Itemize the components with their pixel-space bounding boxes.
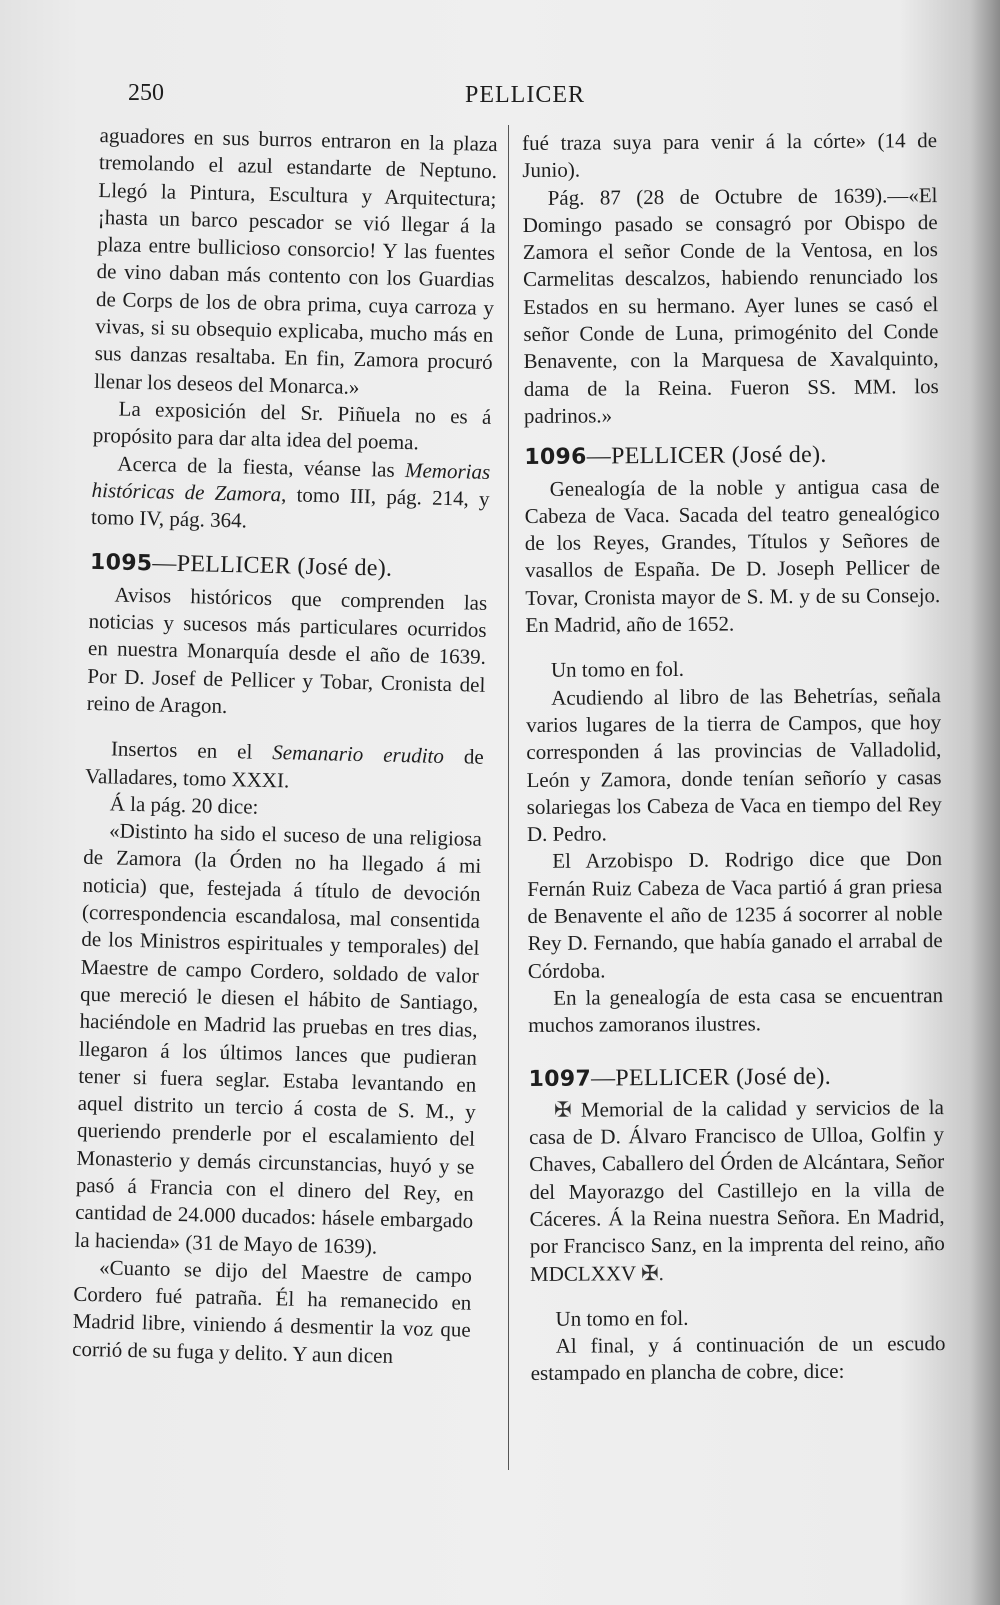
entry-heading-text: —PELLICER (José de). xyxy=(586,442,827,470)
entry-number: 1096 xyxy=(524,444,587,471)
entry-heading-1096 xyxy=(524,441,939,471)
entry-number: 1095 xyxy=(89,550,153,577)
entry-heading-text: —PELLICER (José de). xyxy=(152,550,393,583)
right-column xyxy=(522,127,946,1388)
cross-end-icon: ✠. xyxy=(640,1260,664,1285)
format-1096: Un tomo en fol. xyxy=(550,657,685,683)
memorial-title-text: Memorial de la calidad y servicios de la casa de D. Álvaro Francisco de Ulloa, Golfin y Chaves, Caballero del Órden de Alcántara, Señor del Mayorazgo del Castillejo en la villa de Cáceres. Á la Reina nuestra Señora. En Madrid, por Francisco Sanz, en la imprenta del reino, año MDCLXXV xyxy=(528,1094,945,1286)
entry-heading-text: —PELLICER (José de). xyxy=(590,1063,832,1092)
entry-title-1096: Genealogía de la noble y antigua casa de Cabeza de Vaca. Sacada del teatro genealógico de los Reyes, Grandes, Títulos y Señores de vasallos de España. De D. Joseph Pellicer de Tovar, Cronista mayor de S. M. y de su Consejo. En Madrid, año de 1652. xyxy=(524,473,941,638)
pag-87-paragraph: Pág. 87 (28 de Octubre de 1639).—«El Domingo pasado se consagró por Obispo de Zamora el señor Conde de la Ventosa, en los Carmelitas descalzos, habiendo renunciado los Estados en su hermano. Ayer lunes se casó el señor Conde de Luna, primogénito del Conde Benavente, con la Marquesa de Xavalquinto, dama de la Reina. Fueron SS. MM. los padrinos.» xyxy=(522,182,939,428)
acerca-text-pre: Acerca de la fiesta, véanse las xyxy=(117,451,406,482)
acerca-text-italic: Memorias históricas de Zamora xyxy=(91,457,491,507)
insertos-text-post: de Valladares, tomo XXXI. xyxy=(84,744,484,792)
left-column xyxy=(72,122,498,1372)
escudo-paragraph: Al final, y á continuación de un escudo estampado en plancha de cobre, dice: xyxy=(530,1331,946,1386)
page-header xyxy=(120,78,940,118)
entry-title-1097 xyxy=(529,1094,945,1288)
genealogia-paragraph: En la genealogía de esta casa se encuentran muchos zamoranos ilustres. xyxy=(528,982,944,1038)
page-number: 250 xyxy=(128,80,164,106)
quote-paragraph-1: «Distinto ha sido el suceso de una religiosa de Zamora (la Órden no ha llegado á mi noticia) que, festejada á título de devoción (correspondencia escandalosa, mal consentida de los Ministros espirituales y temporales) del Maestre de campo Cordero, soldado de valor que mereció le diesen el hábito de Santiago, haciéndole en Madrid las pruebas en tres dias, llegaron á los últimos lances que pudieran tener si fuera seglar. Estaba levantando en aquel distrito un tercio á costa de S. M., y queriendo prenderle por el escalamiento del Monasterio y demás circunstancias, huyó y se pasó á Francia con el dinero del Rey, en cantidad de 24.000 ducados: hásele embargado la hacienda» (31 de Mayo de 1639). xyxy=(74,818,483,1259)
entry-heading-1097 xyxy=(529,1063,944,1093)
acerca-text-post: , tomo III, pág. 214, y tomo IV, pág. 364. xyxy=(90,482,490,533)
exposicion-paragraph: La exposición del Sr. Piñuela no es á propósito para dar alta idea del poema. xyxy=(92,396,492,455)
column-divider xyxy=(508,125,509,1470)
insertos-text-pre: Insertos en el xyxy=(110,736,273,765)
acerca-paragraph xyxy=(91,449,491,540)
pag-paragraph: Á la pág. 20 dice: xyxy=(109,791,259,819)
right-continuation-paragraph: fué traza suya para venir á la córte» (14 de Junio). xyxy=(522,128,938,183)
arzobispo-paragraph: El Arzobispo D. Rodrigo dice que Don Fernán Ruiz Cabeza de Vaca partió á gran priesa de Benavente el año de 1235 á socorrer al noble Rey D. Fernando, que había ganado el arrabal de Córdoba. xyxy=(527,846,943,983)
quote-paragraph-2: «Cuanto se dijo del Maestre de campo Cordero fué patraña. Él ha remanecido en Madrid libre, viniendo á desmentir la voz que corrió de su fuga y delito. Y aun dicen xyxy=(71,1255,473,1368)
insertos-text-italic: Semanario erudito xyxy=(272,740,445,769)
insertos-paragraph xyxy=(85,735,484,799)
format-1097: Un tomo en fol. xyxy=(555,1305,689,1331)
left-continuation-paragraph: aguadores en sus burros entraron en la plaza tremolando el azul estandarte de Neptuno. Llegó la Pintura, Escultura y Arquitectura; ¡hasta un barco pescador se vió llegar á la plaza entre bullicioso consorcio! Y las fuentes de vino daban más contento con los Guardias de Corps de los de obra prima, cuya carroza y vivas, si su obsequio explicaba, mucho más en sus danzas resaltaba. En fin, Zamora procuró llenar los deseos del Monarca.» xyxy=(93,122,498,399)
entry-heading-1095 xyxy=(90,549,489,585)
cross-icon: ✠ xyxy=(553,1097,572,1122)
entry-number: 1097 xyxy=(528,1066,592,1092)
entry-title-1095: Avisos históricos que comprenden las noticias y sucesos más particulares ocurridos en nuestra Monarquía desde el año de 1639. Por D. Josef de Pellicer y Tobar, Cronista del reino de Aragon. xyxy=(86,582,488,718)
behetrias-paragraph: Acudiendo al libro de las Behetrías, señala varios lugares de la tierra de Campos, que hoy corresponden á las provincias de Valladolid, León y Zamora, donde tenían señorío y casas solariegas los Cabeza de Vaca en tiempo del Rey D. Pedro. xyxy=(526,682,942,847)
running-head: PELLICER xyxy=(465,82,585,108)
